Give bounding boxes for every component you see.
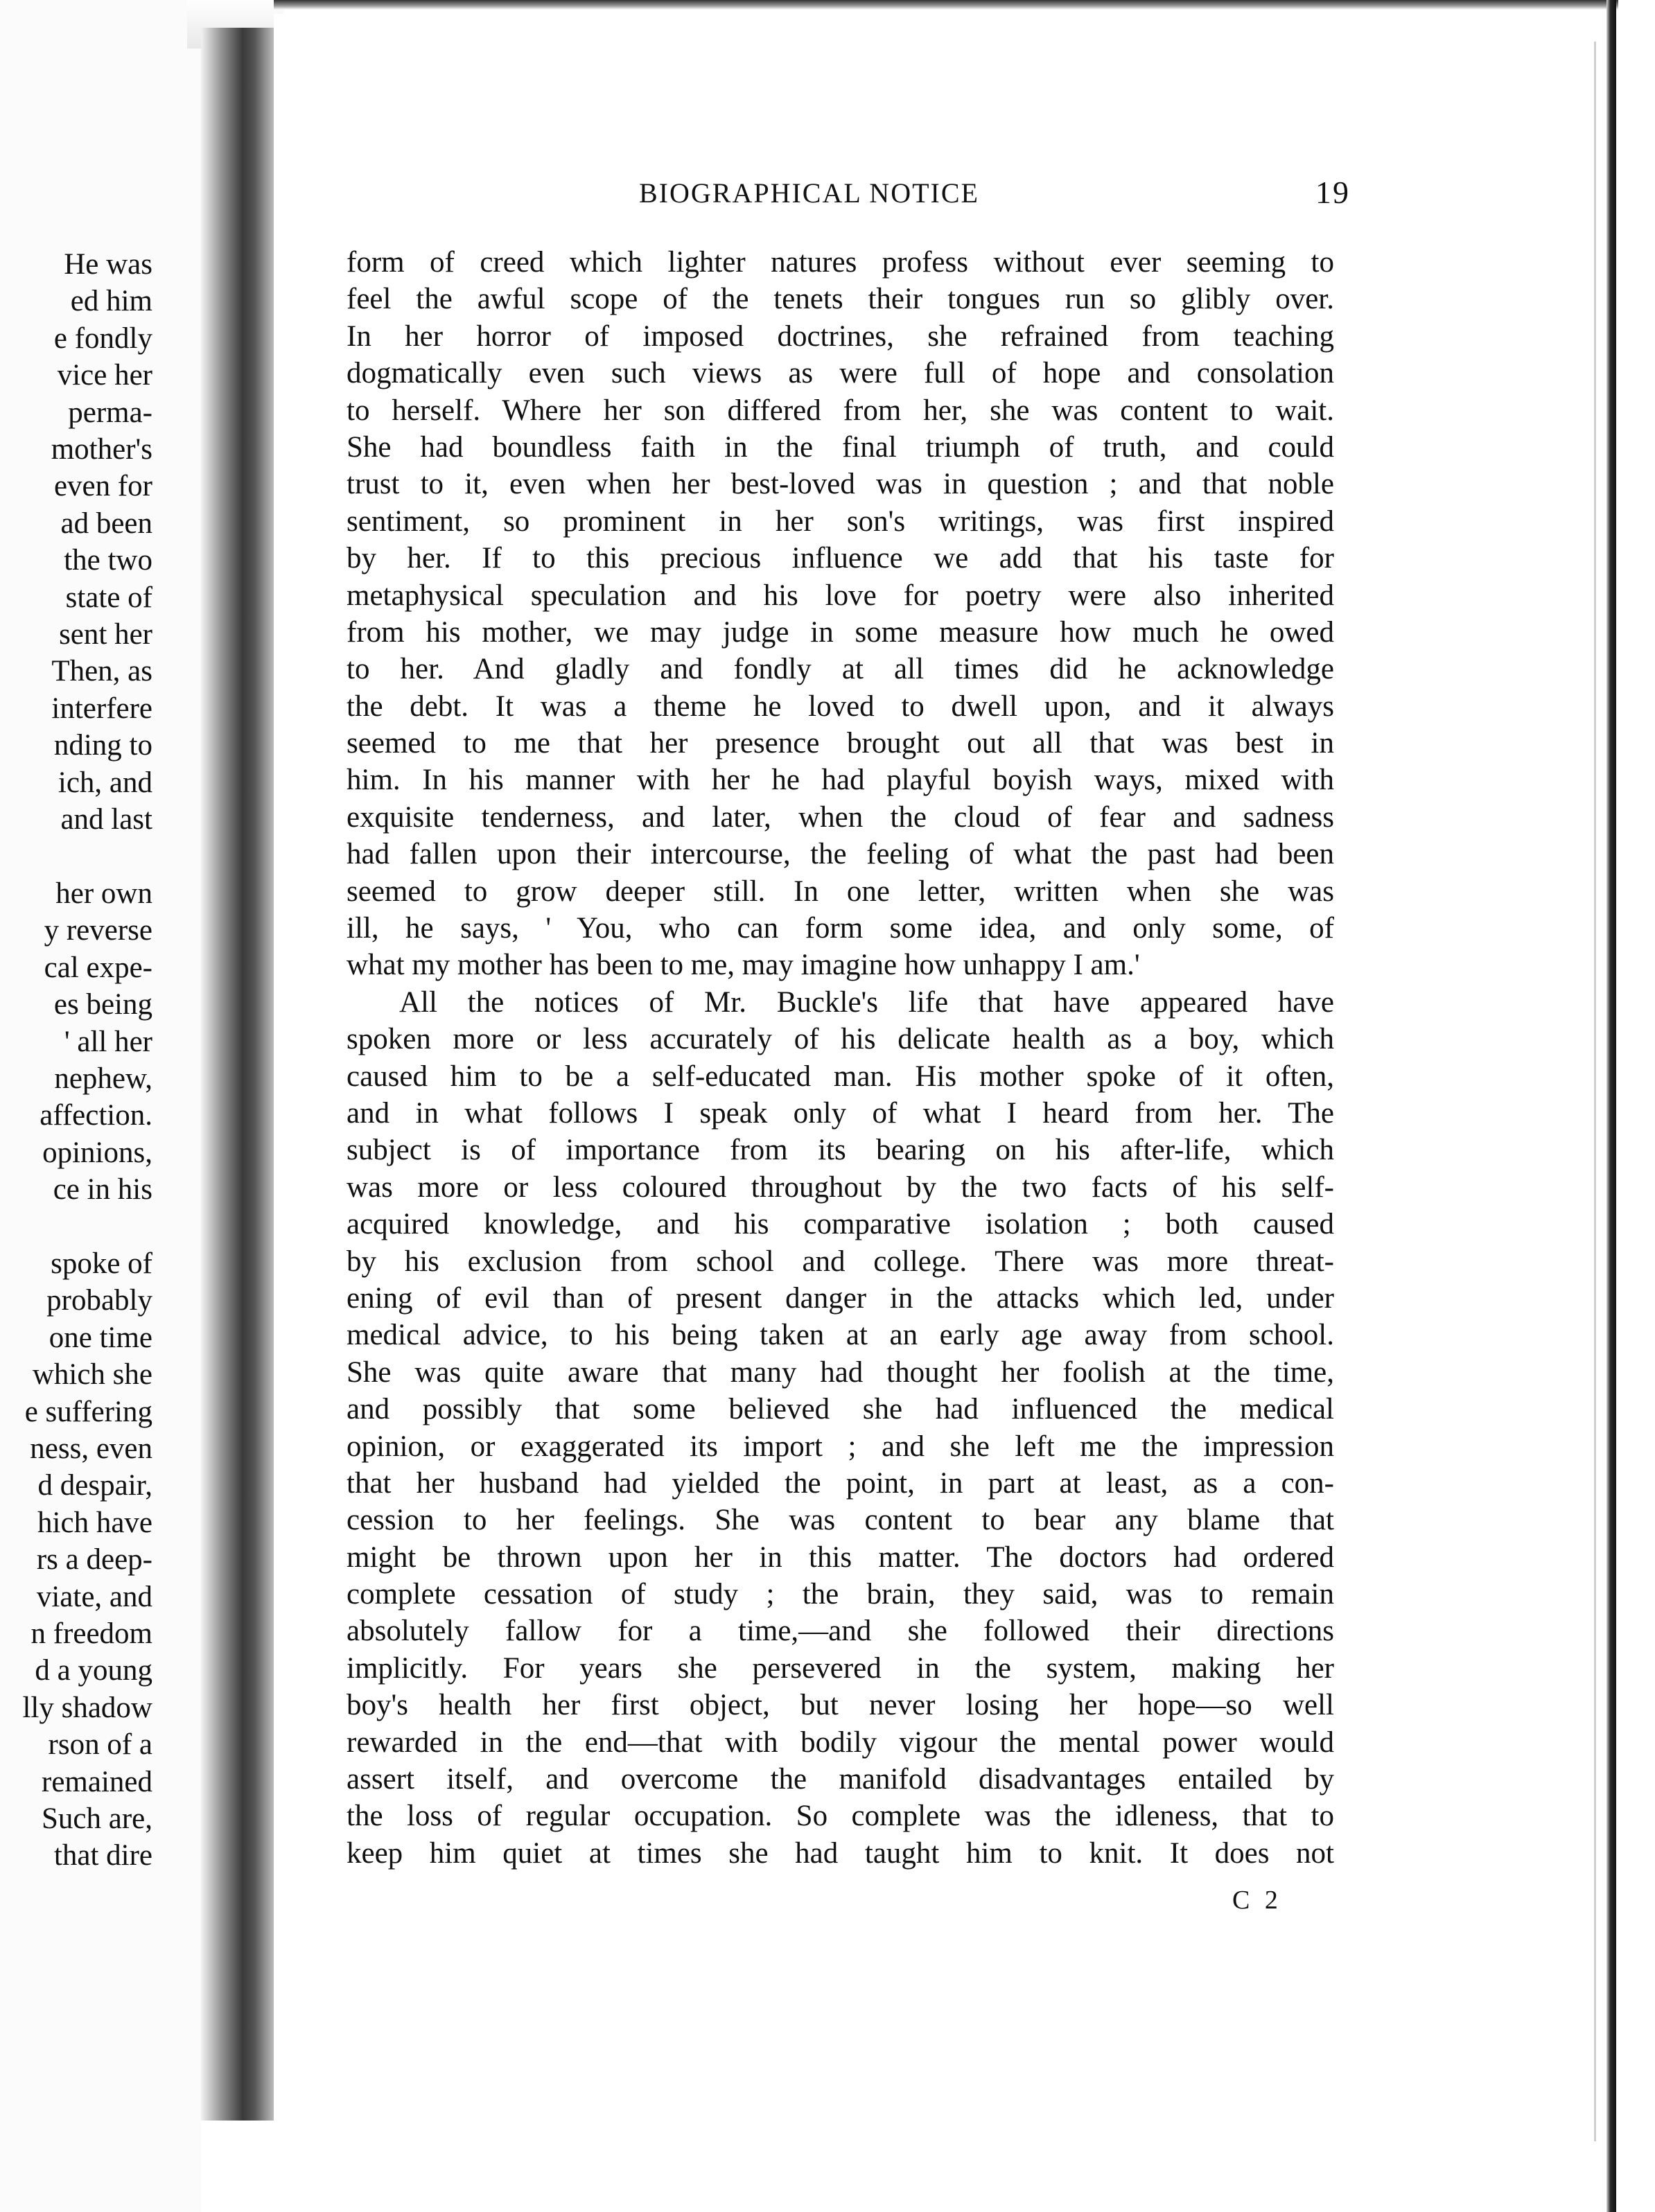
- facing-line: e suffering: [24, 1395, 152, 1428]
- text-line: subject is of importance from its bearing on his after-life, which: [347, 1134, 1334, 1167]
- text-line: what my mother has been to me, may imagine how unhappy I am.': [347, 949, 1140, 982]
- facing-line: the two: [64, 544, 152, 577]
- text-line: assert itself, and overcome the manifold disadvantages entailed by: [347, 1763, 1334, 1796]
- facing-page-text: [0, 246, 152, 1875]
- text-line: complete cessation of study ; the brain, they said, was to remain: [347, 1578, 1334, 1611]
- facing-line: [0, 1209, 152, 1245]
- facing-line: rs a deep-: [36, 1543, 152, 1577]
- facing-page: [0, 0, 201, 2212]
- facing-line: her own: [55, 877, 152, 910]
- facing-line: d despair,: [37, 1469, 152, 1502]
- facing-line: Then, as: [51, 655, 152, 688]
- text-line: She had boundless faith in the final triumph of truth, and could: [347, 430, 1334, 464]
- facing-line: interfere: [51, 692, 152, 725]
- text-line: dogmatically even such views as were full of hope and consolation: [347, 357, 1334, 390]
- facing-line: that dire: [53, 1839, 152, 1872]
- facing-line: n freedom: [30, 1617, 152, 1650]
- text-line: rewarded in the end—that with bodily vigour the mental power would: [347, 1726, 1334, 1759]
- facing-line: cal expe-: [44, 951, 152, 984]
- facing-line: ce in his: [53, 1173, 152, 1206]
- text-line: metaphysical speculation and his love for poetry were also inherited: [347, 579, 1334, 612]
- facing-line: He was: [64, 248, 152, 281]
- text-line: and in what follows I speak only of what I heard from her. The: [347, 1096, 1334, 1130]
- facing-line: remained: [42, 1765, 152, 1798]
- text-line: spoken more or less accurately of his delicate health as a boy, which: [347, 1023, 1334, 1056]
- text-line: him. In his manner with her he had playful boyish ways, mixed with: [347, 764, 1334, 797]
- text-line: opinion, or exaggerated its import ; and she left me the impression: [347, 1430, 1334, 1463]
- text-line: medical advice, to his being taken at an early age away from school.: [347, 1319, 1334, 1352]
- facing-line: which she: [32, 1358, 152, 1392]
- facing-line: even for: [53, 470, 152, 503]
- text-line: exquisite tenderness, and later, when the cloud of fear and sadness: [347, 800, 1334, 834]
- text-line: the loss of regular occupation. So complete was the idleness, that to: [347, 1800, 1334, 1833]
- facing-line: vice her: [57, 359, 152, 392]
- running-title: BIOGRAPHICAL NOTICE: [639, 177, 979, 209]
- facing-line: spoke of: [51, 1247, 152, 1280]
- facing-line: e fondly: [53, 322, 152, 355]
- facing-line: hich have: [37, 1506, 152, 1539]
- text-line: to her. And gladly and fondly at all times did he acknowledge: [347, 653, 1334, 686]
- text-line: ening of evil than of present danger in the attacks which led, under: [347, 1281, 1334, 1315]
- facing-line: viate, and: [36, 1580, 152, 1613]
- text-line: and possibly that some believed she had influenced the medical: [347, 1393, 1334, 1426]
- facing-line: affection.: [40, 1099, 152, 1132]
- text-line: seemed to grow deeper still. In one letter, written when she was: [347, 875, 1334, 908]
- page-right-edge: [1606, 0, 1616, 2212]
- facing-line: nding to: [53, 729, 152, 762]
- page-number: 19: [1315, 175, 1350, 210]
- text-line: by her. If to this precious influence we add that his taste for: [347, 542, 1334, 575]
- facing-line: [0, 839, 152, 875]
- text-line: might be thrown upon her in this matter. The doctors had ordered: [347, 1540, 1334, 1574]
- signature-mark: C 2: [1232, 1886, 1282, 1915]
- text-line: sentiment, so prominent in her son's writings, was first inspired: [347, 504, 1334, 538]
- facing-line: mother's: [51, 433, 152, 466]
- text-line: keep him quiet at times she had taught him to knit. It does not: [347, 1836, 1334, 1870]
- page-top-edge: [274, 0, 1618, 10]
- facing-line: ad been: [60, 507, 152, 540]
- text-line: acquired knowledge, and his comparative isolation ; both caused: [347, 1208, 1334, 1241]
- facing-line: y reverse: [44, 914, 152, 947]
- text-line: In her horror of imposed doctrines, she refrained from teaching: [347, 319, 1334, 353]
- text-line: implicitly. For years she persevered in the system, making her: [347, 1651, 1334, 1685]
- facing-line: probably: [46, 1284, 152, 1317]
- text-line: absolutely fallow for a time,—and she followed their directions: [347, 1615, 1334, 1648]
- text-line: was more or less coloured throughout by the two facts of his self-: [347, 1170, 1334, 1204]
- book-gutter: [201, 28, 277, 2121]
- text-line: had fallen upon their intercourse, the feeling of what the past had been: [347, 838, 1334, 871]
- text-line: seemed to me that her presence brought out all that was best in: [347, 727, 1334, 760]
- facing-line: rson of a: [48, 1728, 152, 1762]
- text-line: trust to it, even when her best-loved was in question ; and that noble: [347, 468, 1334, 501]
- facing-line: state of: [65, 581, 152, 614]
- facing-line: ich, and: [58, 766, 152, 799]
- text-line: All the notices of Mr. Buckle's life that have appeared have: [399, 985, 1334, 1019]
- body-text: [347, 244, 1334, 1872]
- facing-line: perma-: [68, 396, 152, 429]
- facing-line: lly shadow: [22, 1691, 152, 1724]
- text-line: ill, he says, ' You, who can form some idea, and only some, of: [347, 912, 1334, 945]
- facing-line: ' all her: [64, 1025, 152, 1058]
- facing-line: and last: [60, 803, 152, 836]
- text-line: that her husband had yielded the point, in part at least, as a con-: [347, 1466, 1334, 1500]
- facing-line: Such are,: [42, 1802, 152, 1836]
- facing-line: sent her: [59, 618, 152, 651]
- page-edge-line: [1594, 42, 1596, 2141]
- text-line: to herself. Where her son differed from her, she was content to wait.: [347, 394, 1334, 427]
- facing-line: ness, even: [30, 1432, 152, 1465]
- facing-line: one time: [49, 1321, 152, 1354]
- text-line: She was quite aware that many had thought her foolish at the time,: [347, 1355, 1334, 1389]
- text-line: the debt. It was a theme he loved to dwell upon, and it always: [347, 690, 1334, 723]
- text-line: form of creed which lighter natures profess without ever seeming to: [347, 246, 1334, 279]
- text-line: cession to her feelings. She was content to bear any blame that: [347, 1504, 1334, 1537]
- text-line: from his mother, we may judge in some measure how much he owed: [347, 615, 1334, 649]
- facing-line: opinions,: [42, 1136, 152, 1169]
- text-line: caused him to be a self-educated man. His mother spoke of it often,: [347, 1060, 1334, 1093]
- text-line: by his exclusion from school and college. There was more threat-: [347, 1245, 1334, 1278]
- text-line: feel the awful scope of the tenets their tongues run so glibly over.: [347, 283, 1334, 316]
- facing-line: es being: [53, 988, 152, 1021]
- facing-line: nephew,: [54, 1062, 152, 1095]
- facing-line: ed him: [70, 285, 152, 318]
- text-line: boy's health her first object, but never losing her hope—so well: [347, 1689, 1334, 1722]
- facing-line: d a young: [35, 1654, 152, 1687]
